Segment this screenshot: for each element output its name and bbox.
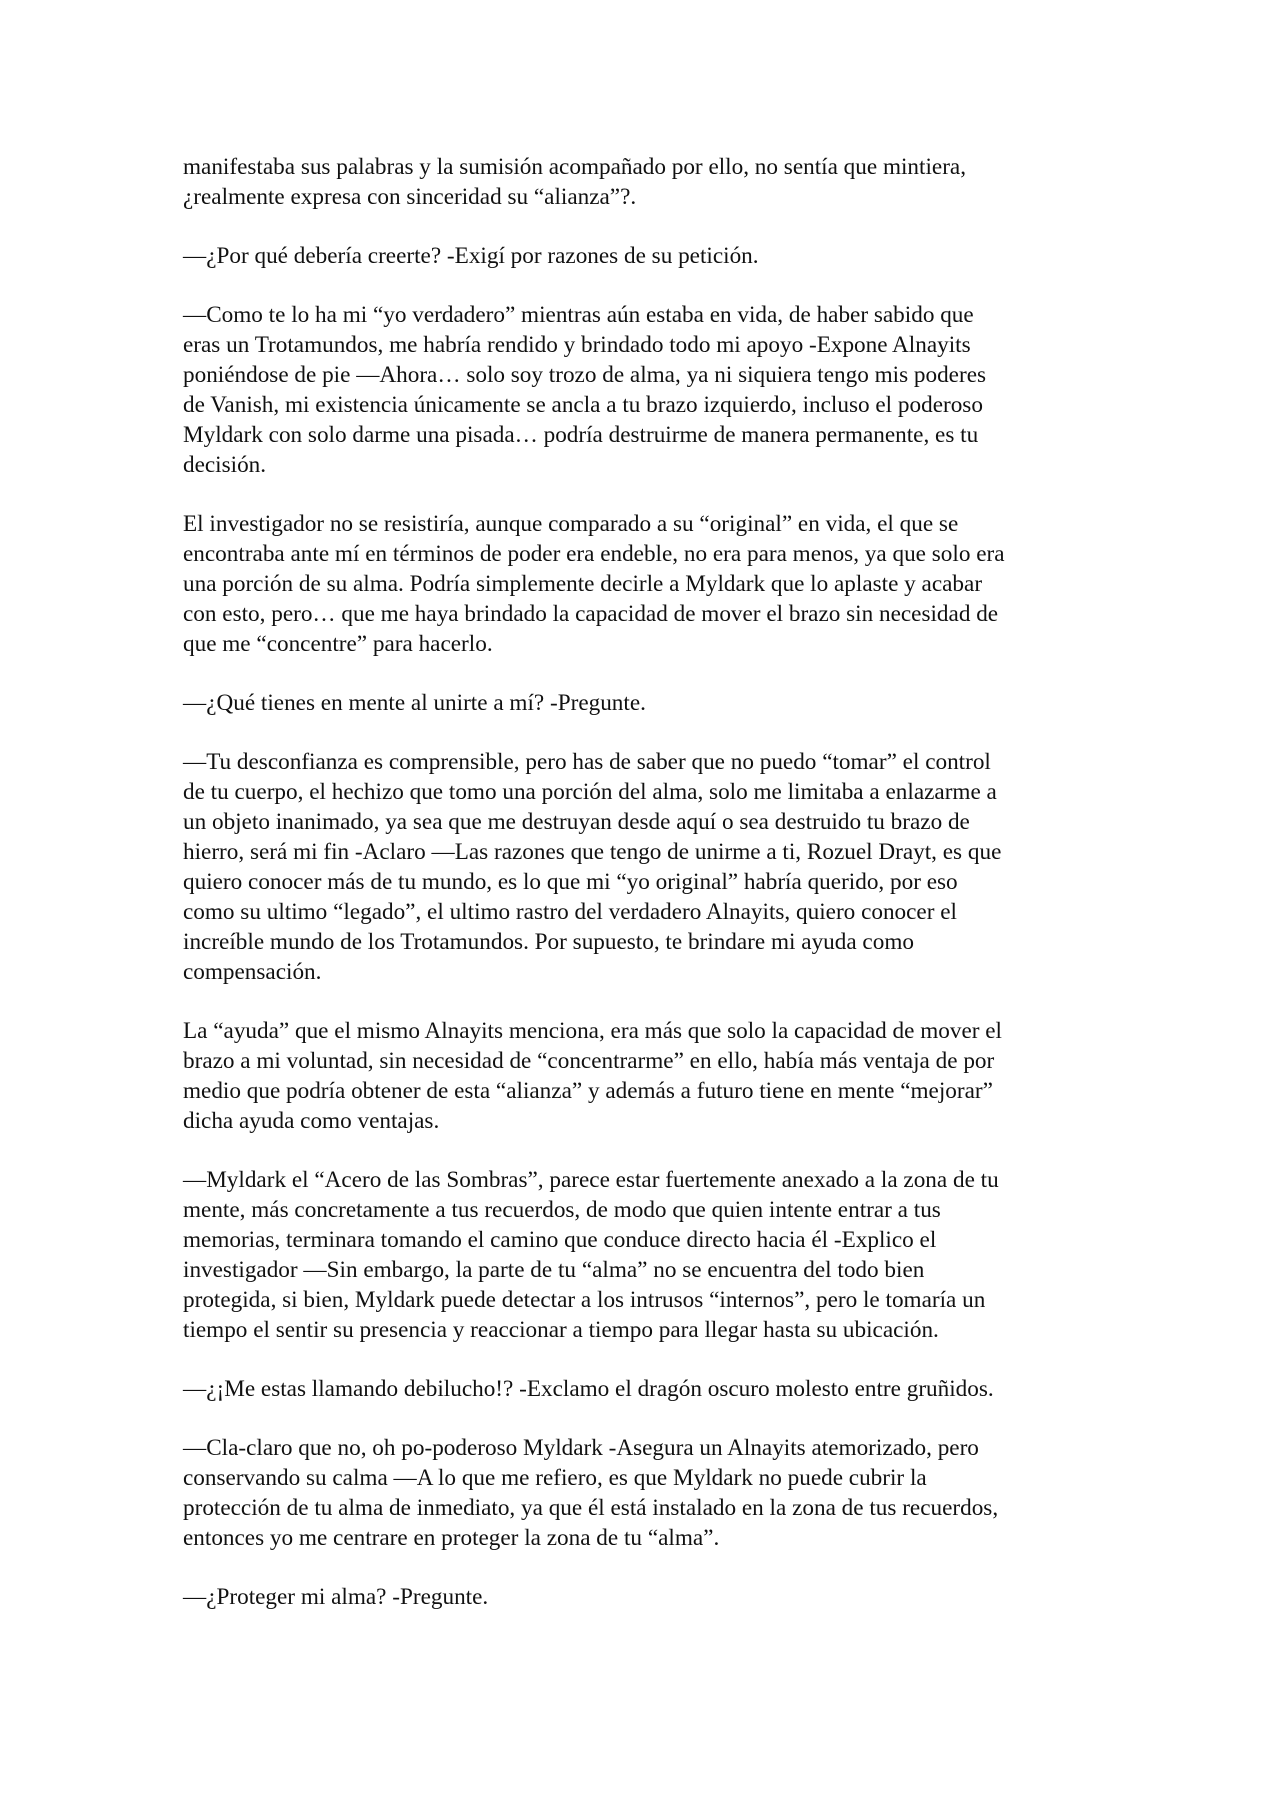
text-line: —Como te lo ha mi “yo verdadero” mientras aún estaba en vida, de haber sabido que [183,302,974,328]
text-line: protección de tu alma de inmediato, ya que él está instalado en la zona de tus recuerdos, [183,1495,999,1521]
text-line: —¿¡Me estas llamando debilucho!? -Exclamo el dragón oscuro molesto entre gruñidos. [183,1376,994,1402]
text-line: dicha ayuda como ventajas. [183,1108,440,1134]
text-line: La “ayuda” que el mismo Alnayits menciona, era más que solo la capacidad de mover el [183,1018,1002,1044]
text-line: —¿Qué tienes en mente al unirte a mí? -Pregunte. [183,690,646,716]
text-line: hierro, será mi fin -Aclaro —Las razones que tengo de unirme a ti, Rozuel Drayt, es que [183,839,1002,865]
text-line: —Myldark el “Acero de las Sombras”, parece estar fuertemente anexado a la zona de tu [183,1167,999,1193]
text-line: un objeto inanimado, ya sea que me destruyan desde aquí o sea destruido tu brazo de [183,809,970,835]
text-line: decisión. [183,452,267,478]
text-line: como su ultimo “legado”, el ultimo rastro del verdadero Alnayits, quiero conocer el [183,899,957,925]
document-page [183,152,1103,1641]
text-line: conservando su calma —A lo que me refiero, es que Myldark no puede cubrir la [183,1465,927,1491]
text-line: compensación. [183,959,322,985]
text-line: encontraba ante mí en términos de poder era endeble, no era para menos, ya que solo era [183,541,1005,567]
paragraph [183,1582,1103,1612]
paragraph [183,241,1103,271]
text-line: —Tu desconfianza es comprensible, pero has de saber que no puedo “tomar” el control [183,749,991,775]
text-line: que me “concentre” para hacerlo. [183,631,493,657]
text-line: El investigador no se resistiría, aunque comparado a su “original” en vida, el que se [183,511,959,537]
paragraph [183,509,1103,659]
text-line: ¿realmente expresa con sinceridad su “alianza”?. [183,184,637,210]
text-line: —¿Por qué debería creerte? -Exigí por razones de su petición. [183,243,759,269]
paragraph [183,1165,1103,1345]
paragraph [183,152,1103,212]
text-line: eras un Trotamundos, me habría rendido y brindado todo mi apoyo -Expone Alnayits [183,332,971,358]
text-line: Myldark con solo darme una pisada… podría destruirme de manera permanente, es tu [183,422,979,448]
text-line: manifestaba sus palabras y la sumisión acompañado por ello, no sentía que mintiera, [183,154,967,180]
paragraph [183,1016,1103,1136]
text-line: protegida, si bien, Myldark puede detectar a los intrusos “internos”, pero le tomaría un [183,1287,986,1313]
text-line: poniéndose de pie —Ahora… solo soy trozo de alma, ya ni siquiera tengo mis poderes [183,362,987,388]
paragraph [183,747,1103,987]
text-line: —Cla-claro que no, oh po-poderoso Myldark -Asegura un Alnayits atemorizado, pero [183,1435,979,1461]
text-line: con esto, pero… que me haya brindado la capacidad de mover el brazo sin necesidad de [183,601,999,627]
text-line: brazo a mi voluntad, sin necesidad de “concentrarme” en ello, había más ventaja de por [183,1048,995,1074]
paragraph [183,300,1103,480]
text-line: de Vanish, mi existencia únicamente se ancla a tu brazo izquierdo, incluso el poderoso [183,392,983,418]
text-line: —¿Proteger mi alma? -Pregunte. [183,1584,489,1610]
text-line: entonces yo me centrare en proteger la zona de tu “alma”. [183,1525,720,1551]
text-line: investigador —Sin embargo, la parte de tu “alma” no se encuentra del todo bien [183,1257,925,1283]
text-line: una porción de su alma. Podría simplemente decirle a Myldark que lo aplaste y acabar [183,571,983,597]
text-line: mente, más concretamente a tus recuerdos, de modo que quien intente entrar a tus [183,1197,941,1223]
paragraph [183,1374,1103,1404]
paragraph [183,688,1103,718]
text-line: tiempo el sentir su presencia y reaccionar a tiempo para llegar hasta su ubicación. [183,1317,939,1343]
paragraph [183,1433,1103,1553]
text-line: memorias, terminara tomando el camino que conduce directo hacia él -Explico el [183,1227,937,1253]
text-line: increíble mundo de los Trotamundos. Por supuesto, te brindare mi ayuda como [183,929,914,955]
text-line: medio que podría obtener de esta “alianza” y además a futuro tiene en mente “mejorar” [183,1078,993,1104]
text-line: quiero conocer más de tu mundo, es lo que mi “yo original” habría querido, por eso [183,869,958,895]
text-line: de tu cuerpo, el hechizo que tomo una porción del alma, solo me limitaba a enlazarme a [183,779,997,805]
